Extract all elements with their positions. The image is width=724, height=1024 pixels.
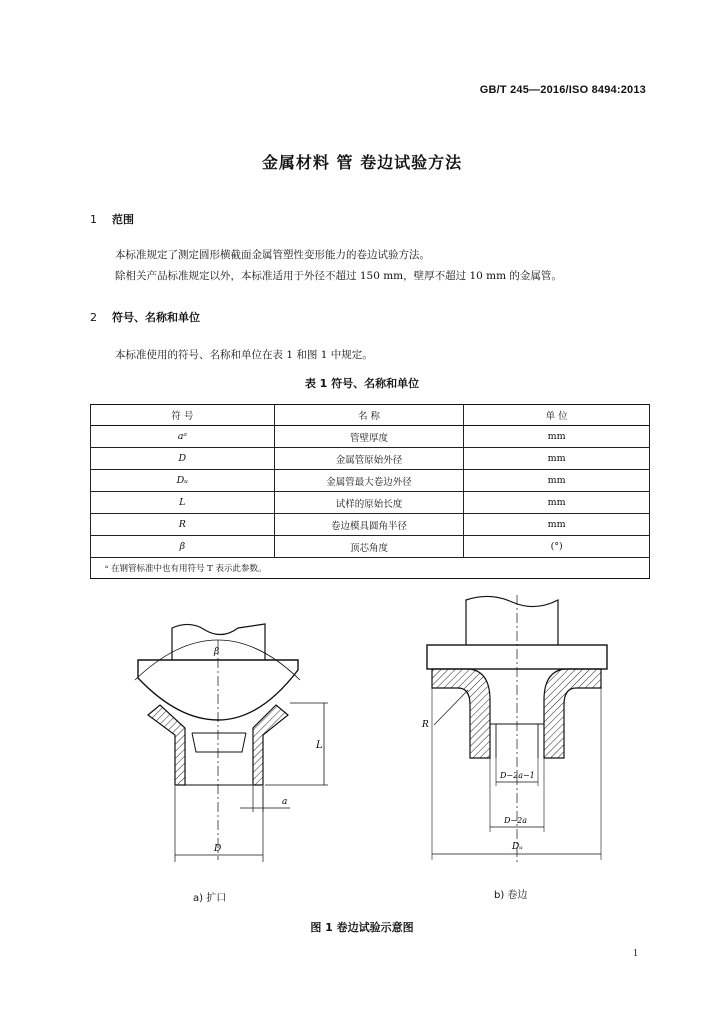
- section-2-heading: [90, 309, 200, 325]
- symbol-cell: Dᵤ: [91, 470, 275, 492]
- name-cell: 管壁厚度: [274, 426, 464, 448]
- label-a: a: [282, 797, 288, 807]
- name-cell: 卷边模具圆角半径: [274, 514, 464, 536]
- table-footnote: ᵃ 在钢管标准中也有用符号 T 表示此参数。: [91, 558, 650, 579]
- symbol-cell: D: [91, 448, 275, 470]
- section-number: 1: [90, 213, 97, 226]
- section-title: 符号、名称和单位: [112, 311, 200, 324]
- paragraph: 本标准使用的符号、名称和单位在表 1 和图 1 中规定。: [115, 349, 373, 361]
- label-D-2a-1: D−2a−1: [500, 771, 535, 780]
- radius-leader: [434, 690, 468, 725]
- table-row: [91, 492, 650, 514]
- unit-cell: (°): [464, 536, 650, 558]
- paragraph: 除相关产品标准规定以外，本标准适用于外径不超过 150 mm，壁厚不超过 10 mm 的金属管。: [115, 270, 562, 282]
- table-row: [91, 426, 650, 448]
- column-header: 名 称: [274, 405, 464, 426]
- table-row: [91, 470, 650, 492]
- tool-shaft: [466, 596, 558, 645]
- table-row: [91, 514, 650, 536]
- flange-wall-left: [432, 669, 490, 758]
- subfigure-a-caption: a) 扩口: [193, 893, 227, 904]
- section-1-heading: [90, 211, 134, 227]
- label-beta: β: [214, 647, 220, 657]
- page-number: 1: [633, 948, 638, 959]
- tube-wall-right: [253, 705, 288, 785]
- table-caption: 表 1 符号、名称和单位: [304, 377, 420, 390]
- figure-b-flanging: [410, 590, 630, 870]
- subfigure-b-caption: b) 卷边: [494, 890, 528, 901]
- paragraph: 本标准规定了测定圆形横截面金属管塑性变形能力的卷边试验方法。: [115, 249, 430, 261]
- name-cell: 金属管原始外径: [274, 448, 464, 470]
- section-title: 范围: [112, 213, 134, 226]
- label-L: L: [316, 740, 323, 751]
- symbols-table: [90, 404, 650, 579]
- name-cell: 金属管最大卷边外径: [274, 470, 464, 492]
- unit-cell: mm: [464, 426, 650, 448]
- unit-cell: mm: [464, 514, 650, 536]
- unit-cell: mm: [464, 448, 650, 470]
- symbol-cell: aᵃ: [91, 426, 275, 448]
- tube-wall-left: [148, 705, 185, 785]
- standard-number: GB/T 245—2016/ISO 8494:2013: [479, 84, 646, 96]
- tube-bore: [185, 733, 253, 785]
- column-header: 符 号: [91, 405, 275, 426]
- unit-cell: mm: [464, 492, 650, 514]
- label-Du: Dᵤ: [512, 842, 523, 852]
- figure-caption: 图 1 卷边试验示意图: [310, 921, 414, 934]
- unit-cell: mm: [464, 470, 650, 492]
- symbol-cell: R: [91, 514, 275, 536]
- label-D: D: [214, 844, 222, 854]
- table-header-row: [91, 405, 650, 426]
- document-title: 金属材料 管 卷边试验方法: [261, 153, 463, 172]
- column-header: 单 位: [464, 405, 650, 426]
- table-row: [91, 448, 650, 470]
- section-number: 2: [90, 311, 97, 324]
- symbol-cell: β: [91, 536, 275, 558]
- flange-wall-right: [544, 669, 601, 758]
- name-cell: 顶芯角度: [274, 536, 464, 558]
- label-D-2a: D−2a: [504, 816, 527, 825]
- label-R: R: [422, 720, 429, 730]
- name-cell: 试样的原始长度: [274, 492, 464, 514]
- figure-a-flaring: [110, 600, 350, 870]
- table-row: [91, 536, 650, 558]
- symbol-cell: L: [91, 492, 275, 514]
- table-footnote-row: [91, 558, 650, 579]
